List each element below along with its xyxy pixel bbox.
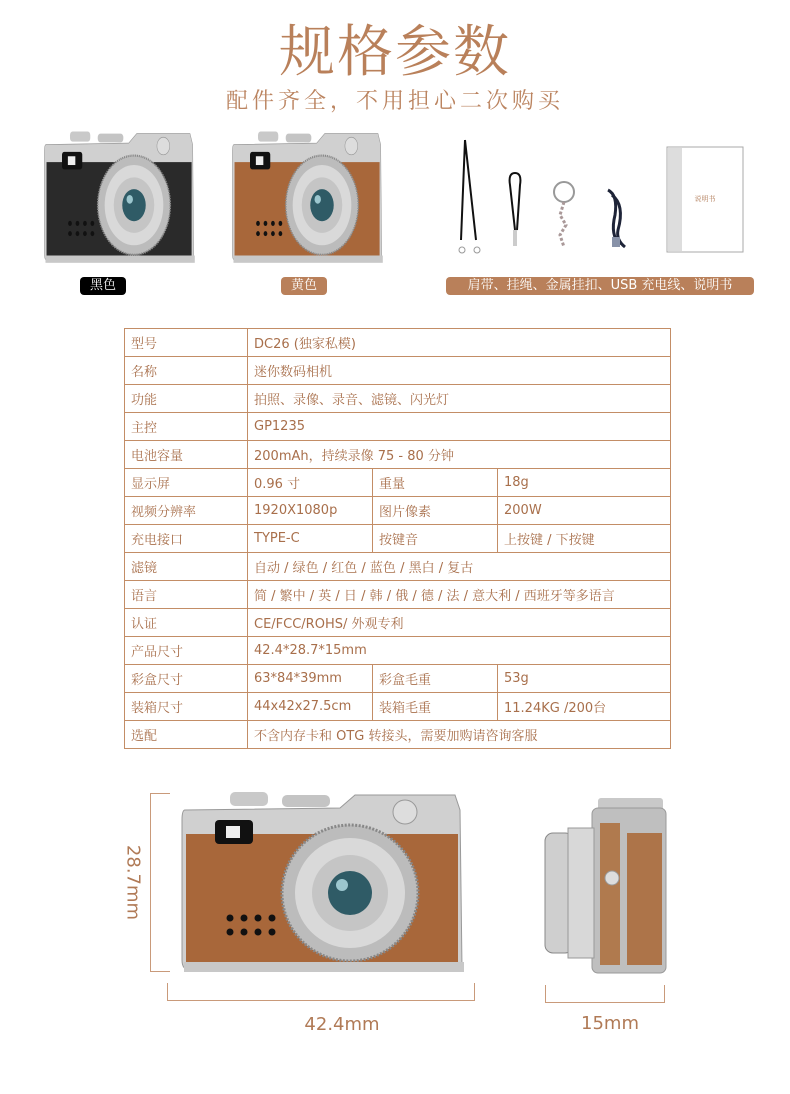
spec-value: 简 / 繁中 / 英 / 日 / 韩 / 俄 / 德 / 法 / 意大利 / 西班牙等多语言 bbox=[248, 581, 671, 609]
lanyard-icon bbox=[510, 173, 521, 246]
spec-value: GP1235 bbox=[248, 413, 671, 441]
spec-key: 彩盒毛重 bbox=[373, 665, 498, 693]
width-dimension-label: 42.4mm bbox=[304, 1014, 380, 1035]
variant-black-label: 黑色 bbox=[80, 277, 126, 295]
spec-row bbox=[125, 385, 671, 413]
lens-icon bbox=[98, 156, 171, 255]
camera-front-diagram bbox=[170, 790, 470, 975]
camera-top-dials bbox=[230, 792, 330, 807]
spec-value: 上按键 / 下按键 bbox=[498, 525, 671, 553]
metal-keyring-icon bbox=[554, 182, 574, 247]
spec-key: 认证 bbox=[125, 609, 248, 637]
spec-key: 按键音 bbox=[373, 525, 498, 553]
spec-row bbox=[125, 413, 671, 441]
spec-key: 名称 bbox=[125, 357, 248, 385]
spec-key: 电池容量 bbox=[125, 441, 248, 469]
lens-icon bbox=[286, 156, 359, 255]
spec-key: 彩盒尺寸 bbox=[125, 665, 248, 693]
spec-row bbox=[125, 525, 671, 553]
spec-row bbox=[125, 497, 671, 525]
camera-top-dials bbox=[258, 131, 311, 142]
spec-key: 选配 bbox=[125, 721, 248, 749]
accessories-label: 肩带、挂绳、金属挂扣、USB 充电线、说明书 bbox=[446, 277, 754, 295]
spec-value: 0.96 寸 bbox=[248, 469, 373, 497]
spec-value: TYPE-C bbox=[248, 525, 373, 553]
spec-key: 重量 bbox=[373, 469, 498, 497]
page-subtitle: 配件齐全，不用担心二次购买 bbox=[225, 89, 564, 114]
height-dimension-label: 28.7mm bbox=[122, 844, 144, 921]
spec-row bbox=[125, 329, 671, 357]
shoulder-strap-icon bbox=[459, 140, 480, 253]
spec-value: 44x42x27.5cm bbox=[248, 693, 373, 721]
dim-tick bbox=[150, 971, 170, 972]
spec-row bbox=[125, 553, 671, 581]
width-dimension-line bbox=[167, 1000, 475, 1001]
spec-key: 功能 bbox=[125, 385, 248, 413]
spec-value: 迷你数码相机 bbox=[248, 357, 671, 385]
usb-cable-icon bbox=[608, 190, 625, 247]
spec-table bbox=[124, 328, 671, 749]
spec-row bbox=[125, 637, 671, 665]
spec-key: 装箱尺寸 bbox=[125, 693, 248, 721]
dim-tick bbox=[664, 985, 665, 1003]
spec-value: 1920X1080p bbox=[248, 497, 373, 525]
spec-key: 显示屏 bbox=[125, 469, 248, 497]
spec-row bbox=[125, 357, 671, 385]
camera-black-image bbox=[38, 130, 198, 265]
spec-key: 装箱毛重 bbox=[373, 693, 498, 721]
camera-side-diagram bbox=[540, 793, 670, 978]
spec-value: 18g bbox=[498, 469, 671, 497]
spec-value: 不含内存卡和 OTG 转接头，需要加购请咨询客服 bbox=[248, 721, 671, 749]
dim-tick bbox=[150, 793, 170, 794]
height-dimension-line bbox=[150, 793, 151, 972]
spec-row bbox=[125, 469, 671, 497]
spec-value: CE/FCC/ROHS/ 外观专利 bbox=[248, 609, 671, 637]
variant-brown-label: 黄色 bbox=[281, 277, 327, 295]
camera-top-dials bbox=[70, 131, 123, 142]
manual-text: 说明书 bbox=[694, 195, 716, 203]
spec-value: 自动 / 绿色 / 红色 / 蓝色 / 黑白 / 复古 bbox=[248, 553, 671, 581]
spec-row bbox=[125, 665, 671, 693]
depth-dimension-label: 15mm bbox=[581, 1013, 639, 1034]
spec-row bbox=[125, 721, 671, 749]
spec-key: 图片像素 bbox=[373, 497, 498, 525]
lens-icon bbox=[282, 825, 418, 961]
spec-value: 拍照、录像、录音、滤镜、闪光灯 bbox=[248, 385, 671, 413]
spec-row bbox=[125, 609, 671, 637]
spec-key: 视频分辨率 bbox=[125, 497, 248, 525]
spec-row bbox=[125, 441, 671, 469]
spec-key: 主控 bbox=[125, 413, 248, 441]
spec-value: DC26 (独家私模) bbox=[248, 329, 671, 357]
page-title: 规格参数 bbox=[279, 20, 511, 85]
spec-key: 充电接口 bbox=[125, 525, 248, 553]
depth-dimension-line bbox=[545, 1002, 665, 1003]
spec-value: 200W bbox=[498, 497, 671, 525]
dim-tick bbox=[545, 985, 546, 1003]
camera-brown-image bbox=[226, 130, 386, 265]
spec-row bbox=[125, 581, 671, 609]
spec-key: 产品尺寸 bbox=[125, 637, 248, 665]
spec-value: 42.4*28.7*15mm bbox=[248, 637, 671, 665]
accessories-image bbox=[440, 135, 770, 265]
spec-key: 滤镜 bbox=[125, 553, 248, 581]
spec-value: 200mAh，持续录像 75 - 80 分钟 bbox=[248, 441, 671, 469]
spec-value: 63*84*39mm bbox=[248, 665, 373, 693]
spec-row bbox=[125, 693, 671, 721]
dim-tick bbox=[167, 983, 168, 1001]
spec-value: 11.24KG /200台 bbox=[498, 693, 671, 721]
spec-key: 语言 bbox=[125, 581, 248, 609]
dim-tick bbox=[474, 983, 475, 1001]
spec-value: 53g bbox=[498, 665, 671, 693]
spec-key: 型号 bbox=[125, 329, 248, 357]
